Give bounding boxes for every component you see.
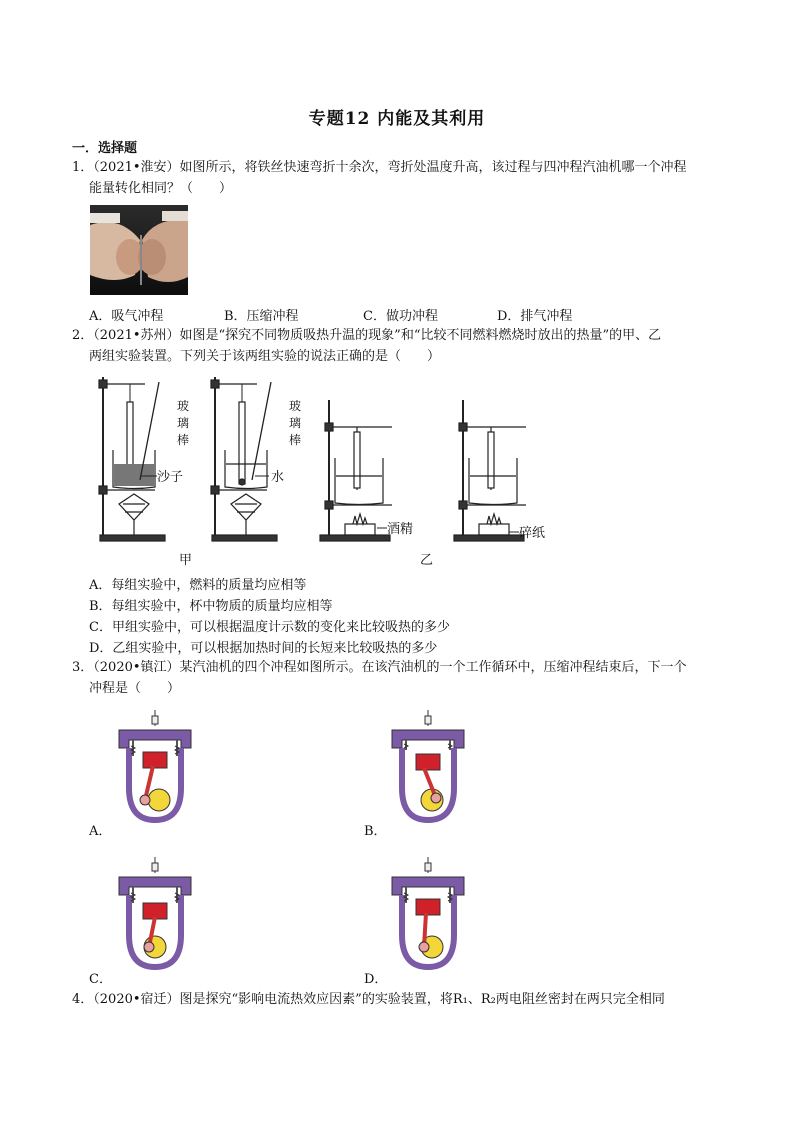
q2-label-glass-rod-1c: 棒 — [177, 433, 190, 447]
q2-option-d[interactable]: D．乙组实验中，可以根据加热时间的长短来比较吸热的多少 — [89, 641, 438, 656]
apparatus-alcohol — [320, 400, 392, 541]
q3-option-d[interactable]: D． — [364, 972, 388, 987]
q2-label-glass-rod-1b: 璃 — [177, 416, 190, 430]
q2-label-glass-rod-1a: 玻 — [177, 399, 190, 413]
q2-label-sand: 沙子 — [157, 470, 184, 485]
q3-option-a[interactable]: A． — [89, 824, 112, 839]
q3-engine-diagram-d — [388, 855, 468, 975]
q2-label-glass-rod-2b: 璃 — [289, 416, 302, 430]
q2-label-water: 水 — [271, 470, 285, 485]
q2-option-b[interactable]: B．每组实验中，杯中物质的质量均应相等 — [89, 599, 333, 614]
q1-stem-line2: 能量转化相同？（ ） — [89, 181, 233, 196]
q1-option-a[interactable]: A．吸气冲程 — [89, 309, 164, 324]
q2-label-glass-rod-2a: 玻 — [289, 399, 302, 413]
q1-stem-line1: 1．（2021•淮安）如图所示，将铁丝快速弯折十余次，弯折处温度升高，该过程与四冲程汽油机哪一个冲程 — [72, 160, 687, 175]
page-title: 专题12 内能及其利用 — [308, 109, 486, 129]
q1-option-c[interactable]: C．做功冲程 — [363, 309, 438, 324]
apparatus-paper — [454, 400, 526, 541]
q3-engine-diagram-a — [115, 708, 195, 828]
q2-label-group-a: 甲 — [179, 553, 193, 568]
q1-option-b[interactable]: B．压缩冲程 — [224, 309, 299, 324]
q2-option-a[interactable]: A．每组实验中，燃料的质量均应相等 — [89, 578, 307, 593]
q2-label-alcohol: 酒精 — [387, 522, 414, 537]
q1-option-d[interactable]: D．排气冲程 — [497, 309, 573, 324]
q3-option-c[interactable]: C． — [89, 972, 112, 987]
q2-stem-line2: 两组实验装置。下列关于该两组实验的说法正确的是（ ） — [89, 349, 441, 364]
q3-option-b[interactable]: B． — [364, 824, 387, 839]
q2-option-c[interactable]: C．甲组实验中，可以根据温度计示数的变化来比较吸热的多少 — [89, 620, 450, 635]
q3-stem-line2: 冲程是（ ） — [89, 681, 181, 696]
q3-engine-diagram-b — [388, 708, 468, 828]
q2-label-paper: 碎纸 — [519, 526, 546, 541]
q3-stem-line1: 3．（2020•镇江）某汽油机的四个冲程如图所示。在该汽油机的一个工作循环中，压缩冲程结束后，下一个 — [72, 660, 687, 675]
apparatus-sand — [99, 377, 165, 541]
q4-stem-line1: 4．（2020•宿迁）图是探究“影响电流热效应因素”的实验装置，将R₁、R₂两电阻丝密封在两只完全相同 — [72, 992, 665, 1007]
q2-experiment-diagram — [95, 372, 555, 572]
q2-stem-line1: 2．（2021•苏州）如图是“探究不同物质吸热升温的现象”和“比较不同燃料燃烧时放出的热量”的甲、乙 — [72, 328, 662, 343]
q2-label-group-b: 乙 — [420, 553, 434, 568]
q2-label-glass-rod-2c: 棒 — [289, 433, 302, 447]
q3-engine-diagram-c — [115, 855, 195, 975]
apparatus-water — [211, 377, 277, 541]
section-heading: 一．选择题 — [72, 141, 138, 156]
q1-wire-bending-photo — [90, 205, 188, 295]
